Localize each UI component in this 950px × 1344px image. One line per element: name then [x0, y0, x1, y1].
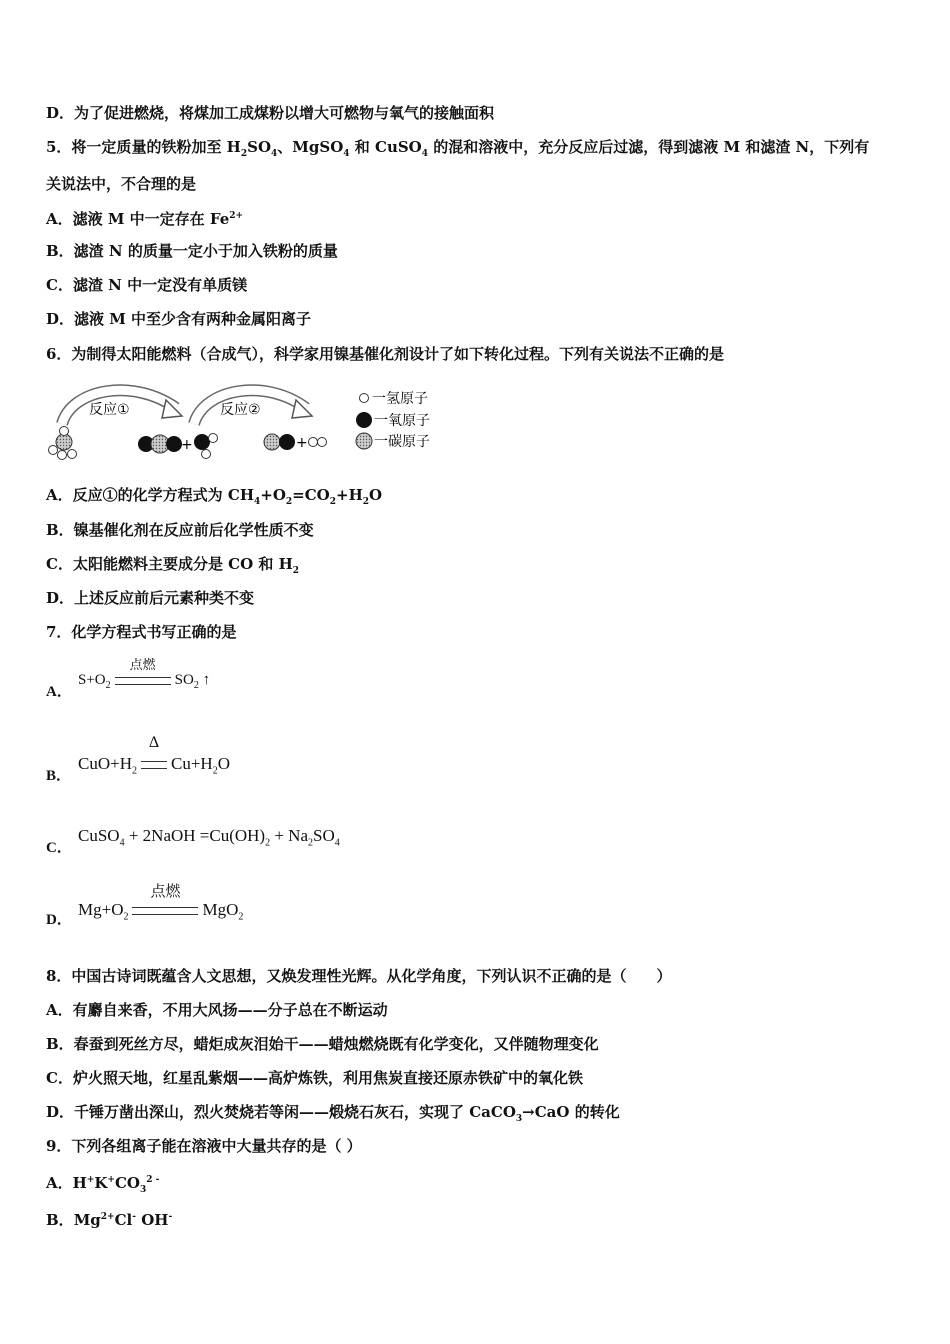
legend-hydrogen-label: 一氢原子 [372, 391, 428, 407]
legend-oxygen-icon [356, 412, 372, 428]
q5-option-b: B．滤渣 N 的质量一定小于加入铁粉的质量 [46, 242, 338, 260]
h2-molecule [309, 438, 327, 447]
q9-option-a: A．$H^+K^+CO_3^{2 -}$ [46, 1174, 160, 1195]
q6-option-c: C．太阳能燃料主要成分是 CO 和 $H_2$ [46, 555, 300, 576]
co2-molecule [138, 435, 182, 453]
reaction1-label: 反应① [89, 402, 130, 418]
plus-sign-1: + [181, 437, 193, 453]
q8-stem: 8．中国古诗词既蕴含人文思想，又焕发理性光辉。从化学角度，下列认识不正确的是（ ） [46, 967, 672, 985]
co-molecule [264, 434, 295, 450]
q5-option-a: A．滤液 M 中一定存在 $Fe^{2+}$ [46, 210, 244, 228]
q6-stem: 6．为制得太阳能燃料（合成气），科学家用镍基催化剂设计了如下转化过程。下列有关说法不正确的是 [46, 345, 724, 363]
legend-carbon-label: 一碳原子 [374, 434, 430, 450]
q6-option-a: A．反应①的化学方程式为 $CH_4+O_2=CO_2+H_2O$ [46, 486, 383, 507]
methane-molecule [49, 427, 77, 460]
q4-option-d: D．为了促进燃烧，将煤加工成煤粉以增大可燃物与氧气的接触面积 [46, 104, 495, 122]
q5-stem-line2: 关说法中，不合理的是 [46, 175, 197, 193]
q6-option-d: D．上述反应前后元素种类不变 [46, 589, 255, 607]
q8-option-a: A．有麝自来香，不用大风扬——分子总在不断运动 [46, 1001, 388, 1019]
q9-option-b: B．$Mg^{2+}Cl^-$ OH- [46, 1211, 173, 1229]
reaction2-label: 反应② [220, 402, 261, 418]
q9-stem: 9．下列各组离子能在溶液中大量共存的是（ ） [46, 1137, 362, 1155]
legend-carbon-icon [356, 433, 372, 449]
q5-option-d: D．滤液 M 中至少含有两种金属阳离子 [46, 310, 312, 328]
q5-stem: 5．将一定质量的铁粉加至 $H_2SO_4$、MgSO$_4$ 和 CuSO$_4$ 的混和溶液中，充分反应后过滤，得到滤液 M 和滤渣 N，下列有 [46, 138, 870, 159]
q6-option-b: B．镍基催化剂在反应前后化学性质不变 [46, 521, 314, 539]
water-molecule [194, 434, 218, 459]
legend-hydrogen-icon [360, 394, 369, 403]
q8-option-d: D．千锤万凿出深山，烈火焚烧若等闲——煅烧石灰石，实现了 CaCO$_3$→CaO 的转化 [46, 1103, 620, 1124]
legend-oxygen-label: 一氧原子 [374, 413, 430, 429]
q8-option-b: B．春蚕到死丝方尽，蜡炬成灰泪始干——蜡烛燃烧既有化学变化，又伴随物理变化 [46, 1035, 599, 1053]
q8-option-c: C．炉火照天地，红星乱紫烟——高炉炼铁，利用焦炭直接还原赤铁矿中的氧化铁 [46, 1069, 583, 1087]
legend [356, 391, 430, 450]
reaction-diagram [44, 378, 444, 464]
q5-option-c: C．滤渣 N 中一定没有单质镁 [46, 276, 248, 294]
plus-sign-2: + [296, 435, 308, 451]
q7-stem: 7．化学方程式书写正确的是 [46, 623, 237, 641]
